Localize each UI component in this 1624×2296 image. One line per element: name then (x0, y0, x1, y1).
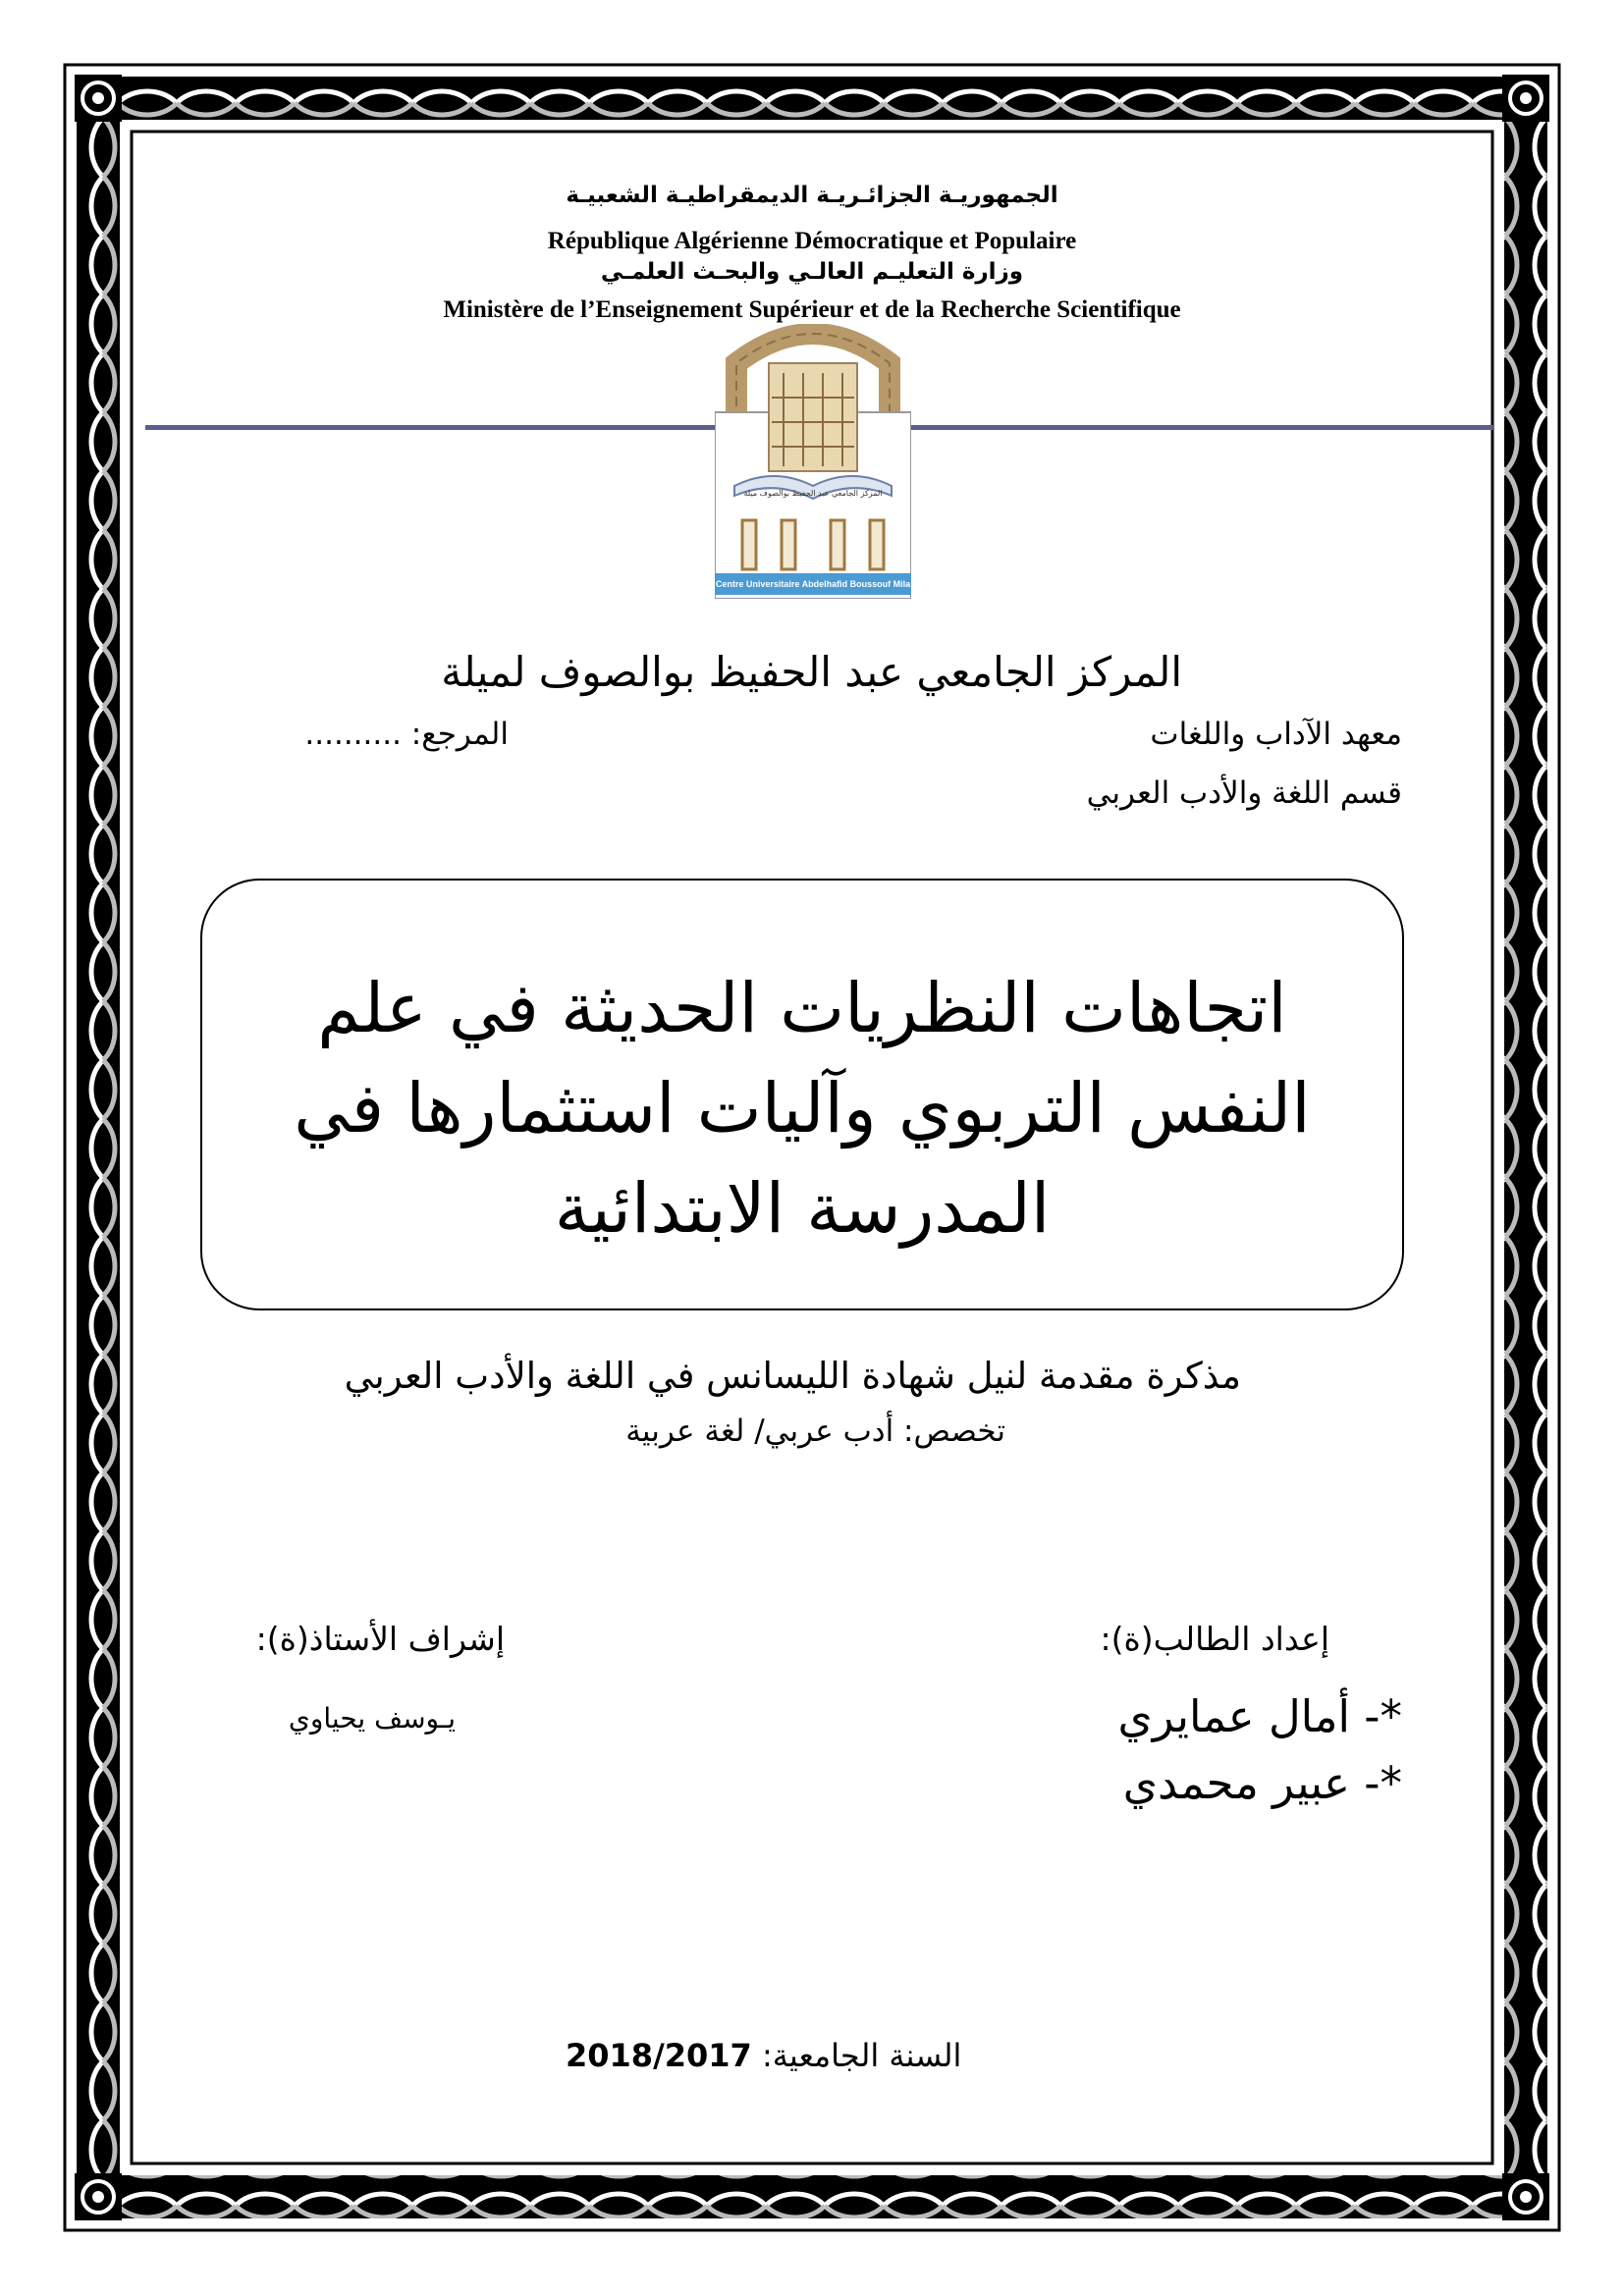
supervisor-label: إشراف الأستاذ(ة): (255, 1620, 505, 1658)
title-line-3: المدرسة الابتدائية (554, 1168, 1051, 1249)
right-chain-band (1504, 122, 1547, 2173)
left-chain-band (77, 122, 120, 2173)
republic-french: République Algérienne Démocratique et Populaire (547, 228, 1077, 254)
thesis-specialty: تخصص: أدب عربي/ لغة عربية (625, 1414, 1005, 1449)
corner-ornament-icon (75, 75, 122, 122)
title-line-2: النفس التربوي وآليات استثمارها في (294, 1068, 1311, 1148)
thesis-purpose: مذكرة مقدمة لنيل شهادة الليسانس في اللغة والأدب العربي (344, 1355, 1241, 1397)
ministry-arabic: وزارة التعليـم العالـي والبحـث العلمـي (600, 259, 1024, 285)
academic-year (566, 2037, 961, 2074)
header-rule-right (911, 425, 1494, 430)
academic-year-label: السنة الجامعية: (761, 2037, 962, 2074)
republic-arabic: الجمهوريـة الجزائـريـة الديمقراطيـة الشعبيـة (566, 183, 1058, 208)
logo-caption: Centre Universitaire Abdelhafid Boussouf Mila (715, 573, 911, 595)
reference-field: المرجع: .......... (304, 717, 509, 752)
corner-ornament-icon (75, 2173, 122, 2220)
academic-year-value: 2018/2017 (566, 2037, 752, 2074)
ministry-french: Ministère de l’Enseignement Supérieur et de la Recherche Scientifique (443, 296, 1181, 323)
university-logo (715, 324, 911, 599)
bottom-chain-band (122, 2175, 1502, 2218)
department-name: قسم اللغة والأدب العربي (1086, 775, 1402, 811)
center-name: المركز الجامعي عبد الحفيظ بوالصوف لميلة (441, 648, 1182, 696)
title-line-1: اتجاهات النظريات الحديثة في علم (317, 968, 1287, 1048)
top-chain-band (122, 77, 1502, 120)
university-building-icon (715, 324, 911, 599)
header-rule-left (145, 425, 715, 430)
students-label: إعداد الطالب(ة): (1100, 1620, 1329, 1658)
student-name: *- عبير محمدي (1122, 1757, 1402, 1809)
institute-name: معهد الآداب واللغات (1150, 717, 1402, 752)
corner-ornament-icon (1502, 2173, 1549, 2220)
logo-arabic-banner: المركز الجامعي عبد الحفيظ بوالصوف ميلة (743, 489, 883, 498)
corner-ornament-icon (1502, 75, 1549, 122)
supervisor-name: يـوسف يحياوي (288, 1702, 456, 1735)
title-box (200, 879, 1404, 1310)
student-name: *- أمال عمايري (1117, 1690, 1402, 1742)
